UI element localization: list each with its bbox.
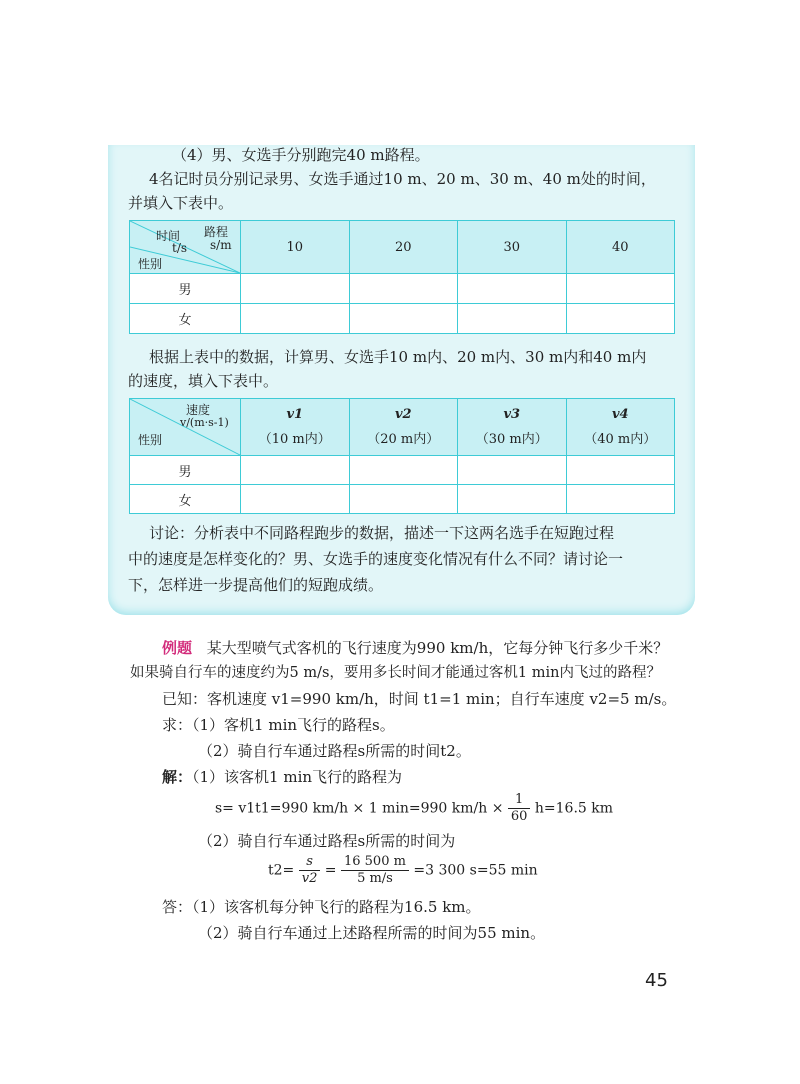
v2-range: （20 m内） <box>367 432 440 447</box>
row-male: 男 <box>130 456 241 485</box>
discussion-line-1: 讨论：分析表中不同路程跑步的数据，描述一下这两名选手在短跑过程 <box>149 524 615 542</box>
col-10: 10 <box>241 221 350 274</box>
table2-diagonal-header <box>130 399 241 456</box>
formula-1 <box>215 792 613 825</box>
formula-2-right: =3 300 s=55 min <box>413 862 538 879</box>
table-row <box>130 274 675 304</box>
speed-table <box>129 398 675 514</box>
fraction-1-60 <box>508 792 531 825</box>
header-gender: 性别 <box>138 257 163 271</box>
page-number: 45 <box>645 970 668 991</box>
header-time-unit: t/s <box>172 241 188 255</box>
col-30: 30 <box>458 221 567 274</box>
formula-1-left: s= v1t1=990 km/h × 1 min=990 km/h × <box>215 800 504 817</box>
col-v1 <box>241 399 350 456</box>
v4-range: （40 m内） <box>584 432 657 447</box>
header-speed-unit: v/(m·s-1) <box>180 416 229 429</box>
ask-line-1: 求：（1）客机1 min飞行的路程s。 <box>162 716 395 734</box>
empty-cell[interactable] <box>349 274 458 304</box>
step-4-text: （4）男、女选手分别跑完40 m路程。 <box>172 146 430 164</box>
example-q1: 某大型喷气式客机的飞行速度为990 km/h，它每分钟飞行多少千米？ <box>206 639 669 657</box>
empty-cell[interactable] <box>566 274 675 304</box>
solution-step-1: （1）该客机1 min飞行的路程为 <box>192 768 403 786</box>
instruction-2a: 根据上表中的数据，计算男、女选手10 m内、20 m内、30 m内和40 m内 <box>149 348 647 366</box>
empty-cell[interactable] <box>458 485 567 514</box>
empty-cell[interactable] <box>241 456 350 485</box>
fraction-numerator: s <box>299 854 321 871</box>
header-time: 时间 <box>156 229 181 243</box>
header-gender: 性别 <box>138 433 163 447</box>
empty-cell[interactable] <box>349 485 458 514</box>
instruction-1a: 4名记时员分别记录男、女选手通过10 m、20 m、30 m、40 m处的时间， <box>149 170 656 188</box>
known-line: 已知：客机速度 v1=990 km/h，时间 t1=1 min；自行车速度 v2=5 m/s。 <box>162 690 677 708</box>
fraction-denominator: 60 <box>510 809 528 824</box>
example-q2: 如果骑自行车的速度约为5 m/s，要用多长时间才能通过客机1 min内飞过的路程？ <box>130 665 661 681</box>
empty-cell[interactable] <box>566 485 675 514</box>
instruction-1b: 并填入下表中。 <box>128 194 234 212</box>
col-40: 40 <box>566 221 675 274</box>
fraction-denominator: v2 <box>301 871 318 886</box>
time-table <box>129 220 675 334</box>
formula-2-eq: = <box>324 862 337 879</box>
example-label: 例题 <box>162 639 193 657</box>
empty-cell[interactable] <box>241 304 350 334</box>
header-distance: 路程 <box>204 225 229 239</box>
empty-cell[interactable] <box>241 274 350 304</box>
ask-line-2: （2）骑自行车通过路程s所需的时间t2。 <box>198 742 471 760</box>
example-question-line-1 <box>162 639 668 657</box>
header-speed: 速度 <box>186 403 211 417</box>
v2-symbol: v2 <box>394 407 412 422</box>
fraction-numerator: 1 <box>508 792 531 809</box>
table-row <box>130 456 675 485</box>
discussion-line-2: 中的速度是怎样变化的？男、女选手的速度变化情况有什么不同？请讨论一 <box>128 550 624 568</box>
solution-line-1 <box>162 768 402 786</box>
row-female: 女 <box>130 485 241 514</box>
empty-cell[interactable] <box>566 304 675 334</box>
formula-2 <box>268 854 538 887</box>
instruction-2b: 的速度，填入下表中。 <box>128 372 279 390</box>
answer-line-2: （2）骑自行车通过上述路程所需的时间为55 min。 <box>198 924 546 942</box>
col-v4 <box>566 399 675 456</box>
fraction-values <box>341 854 409 887</box>
col-v3 <box>458 399 567 456</box>
empty-cell[interactable] <box>241 485 350 514</box>
table-row <box>130 485 675 514</box>
row-female: 女 <box>130 304 241 334</box>
v3-range: （30 m内） <box>475 432 548 447</box>
table-row <box>130 304 675 334</box>
v3-symbol: v3 <box>503 407 521 422</box>
fraction-denominator: 5 m/s <box>357 871 393 886</box>
discussion-line-3: 下，怎样进一步提高他们的短跑成绩。 <box>128 576 384 594</box>
row-male: 男 <box>130 274 241 304</box>
empty-cell[interactable] <box>349 304 458 334</box>
col-20: 20 <box>349 221 458 274</box>
table1-diagonal-header <box>130 221 241 274</box>
formula-2-left: t2= <box>268 862 295 879</box>
empty-cell[interactable] <box>349 456 458 485</box>
col-v2 <box>349 399 458 456</box>
fraction-numerator: 16 500 m <box>341 854 409 871</box>
v1-symbol: v1 <box>286 407 304 422</box>
header-distance-unit: s/m <box>210 238 232 252</box>
fraction-s-v2 <box>299 854 321 887</box>
empty-cell[interactable] <box>458 456 567 485</box>
v1-range: （10 m内） <box>258 432 331 447</box>
empty-cell[interactable] <box>458 304 567 334</box>
solution-label: 解： <box>162 768 193 786</box>
solution-step-2: （2）骑自行车通过路程s所需的时间为 <box>198 832 456 850</box>
formula-1-right: h=16.5 km <box>534 800 614 817</box>
empty-cell[interactable] <box>458 274 567 304</box>
empty-cell[interactable] <box>566 456 675 485</box>
v4-symbol: v4 <box>611 407 629 422</box>
answer-line-1: 答：（1）该客机每分钟飞行的路程为16.5 km。 <box>162 898 481 916</box>
